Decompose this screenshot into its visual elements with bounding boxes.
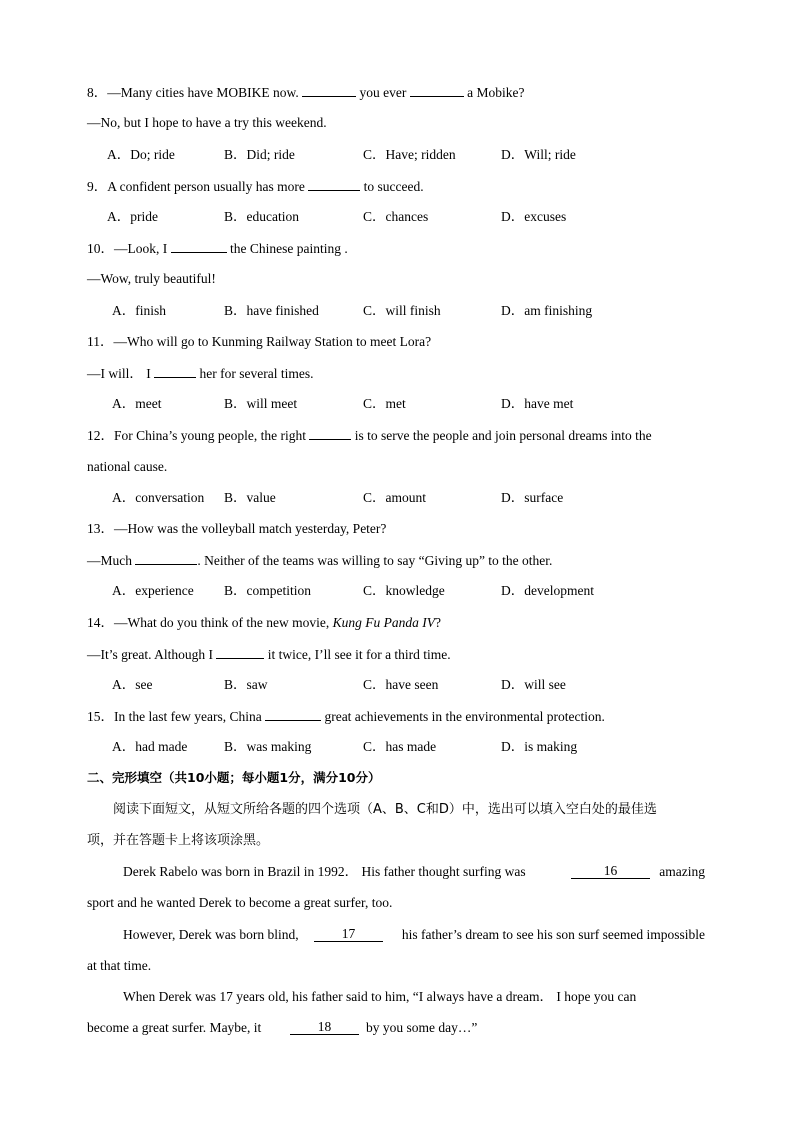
q15-option-c: C．has made — [363, 739, 437, 754]
q13-option-a: A．experience — [112, 583, 194, 598]
q14-stem: 14．—What do you think of the new movie, Kung Fu Panda IV? — [87, 615, 441, 630]
q10-stem: 10．—Look, I the Chinese painting . — [87, 238, 707, 258]
q12-blank — [309, 425, 351, 440]
q9-stem: 9．A confident person usually has more to succeed. — [87, 176, 707, 196]
passage-line-6: become a great surfer. Maybe, it 18 by you some day…” — [87, 1019, 478, 1035]
q14-option-c: C．have seen — [363, 677, 439, 692]
q14-option-d: D．will see — [501, 677, 566, 692]
section-heading: 二、完形填空（共10小题；每小题1分，满分10分） — [87, 770, 381, 785]
q10-blank — [171, 238, 227, 253]
q13-options — [87, 581, 707, 601]
q9-blank — [308, 176, 360, 191]
passage-line-4: at that time. — [87, 958, 152, 973]
q14-option-a: A．see — [112, 677, 153, 692]
q8-reply: —No, but I hope to have a try this weekend. — [87, 115, 327, 130]
section-instruction-2: 项，并在答题卡上将该项涂黑。 — [87, 833, 270, 848]
q13-reply: —Much . Neither of the teams was willing to say “Giving up” to the other. — [87, 550, 707, 570]
q13-option-d: D．development — [501, 583, 594, 598]
q9-option-c: C．chances — [363, 209, 429, 224]
q9-option-b: B．education — [224, 209, 299, 224]
q13-option-c: C．knowledge — [363, 583, 445, 598]
q12-options — [87, 488, 707, 508]
q12-option-b: B．value — [224, 490, 276, 505]
q10-option-d: D．am finishing — [501, 303, 593, 318]
q15-option-a: A．had made — [112, 739, 188, 754]
q15-option-d: D．is making — [501, 739, 578, 754]
q15-options — [87, 737, 707, 757]
q12-stem-cont: national cause. — [87, 459, 168, 474]
q14-options — [87, 675, 707, 695]
q11-reply: —I will． I her for several times. — [87, 363, 707, 383]
q8-option-b: B．Did; ride — [224, 147, 295, 162]
passage-line-2: sport and he wanted Derek to become a great surfer, too. — [87, 895, 393, 910]
blank-18: 18 — [290, 1020, 359, 1035]
q14-reply: —It’s great. Although I it twice, I’ll see it for a third time. — [87, 644, 707, 664]
q15-blank — [265, 706, 321, 721]
q11-option-b: B．will meet — [224, 396, 298, 411]
q13-stem: 13．—How was the volleyball match yesterday, Peter? — [87, 521, 387, 536]
q15-stem: 15．In the last few years, China great achievements in the environmental protection. — [87, 706, 707, 726]
q8-stem: 8．—Many cities have MOBIKE now. you ever a Mobike? — [87, 82, 707, 102]
blank-16: 16 — [571, 864, 650, 879]
q13-blank — [135, 550, 197, 565]
q15-option-b: B．was making — [224, 739, 312, 754]
q8-blank-1 — [302, 82, 356, 97]
q9-options — [87, 207, 707, 227]
q12-option-a: A．conversation — [112, 490, 205, 505]
section-instruction-1: 阅读下面短文，从短文所给各题的四个选项（A、B、C和D）中，选出可以填入空白处的最佳选 — [113, 802, 657, 817]
q14-option-b: B．saw — [224, 677, 268, 692]
passage-line-3: However, Derek was born blind, 17 his father’s dream to see his son surf seemed impossible — [123, 926, 705, 942]
q8-option-c: C．Have; ridden — [363, 147, 456, 162]
q11-stem: 11．—Who will go to Kunming Railway Station to meet Lora? — [87, 334, 432, 349]
q10-options — [87, 301, 707, 321]
q12-option-c: C．amount — [363, 490, 426, 505]
q11-options — [87, 394, 707, 414]
q11-option-c: C．met — [363, 396, 406, 411]
q10-reply: —Wow, truly beautiful! — [87, 271, 216, 286]
q11-option-d: D．have met — [501, 396, 574, 411]
q12-option-d: D．surface — [501, 490, 564, 505]
q8-option-a: A．Do; ride — [107, 147, 175, 162]
movie-title: Kung Fu Panda IV — [332, 615, 435, 630]
blank-17: 17 — [314, 927, 383, 942]
q10-option-c: C．will finish — [363, 303, 441, 318]
q8-blank-2 — [410, 82, 464, 97]
q8-options — [87, 145, 707, 165]
passage-line-1: Derek Rabelo was born in Brazil in 1992． His father thought surfing was 16 amazing — [123, 863, 705, 879]
passage-line-5: When Derek was 17 years old, his father said to him, “I always have a dream． I hope you can — [123, 989, 637, 1004]
q9-option-d: D．excuses — [501, 209, 567, 224]
q14-blank — [216, 644, 264, 659]
q13-option-b: B．competition — [224, 583, 311, 598]
q10-option-a: A．finish — [112, 303, 166, 318]
q12-stem: 12．For China’s young people, the right is to serve the people and join personal dreams into the — [87, 425, 707, 445]
q11-blank — [154, 363, 196, 378]
q8-option-d: D．Will; ride — [501, 147, 576, 162]
q10-option-b: B．have finished — [224, 303, 319, 318]
q9-option-a: A．pride — [107, 209, 158, 224]
q11-option-a: A．meet — [112, 396, 162, 411]
